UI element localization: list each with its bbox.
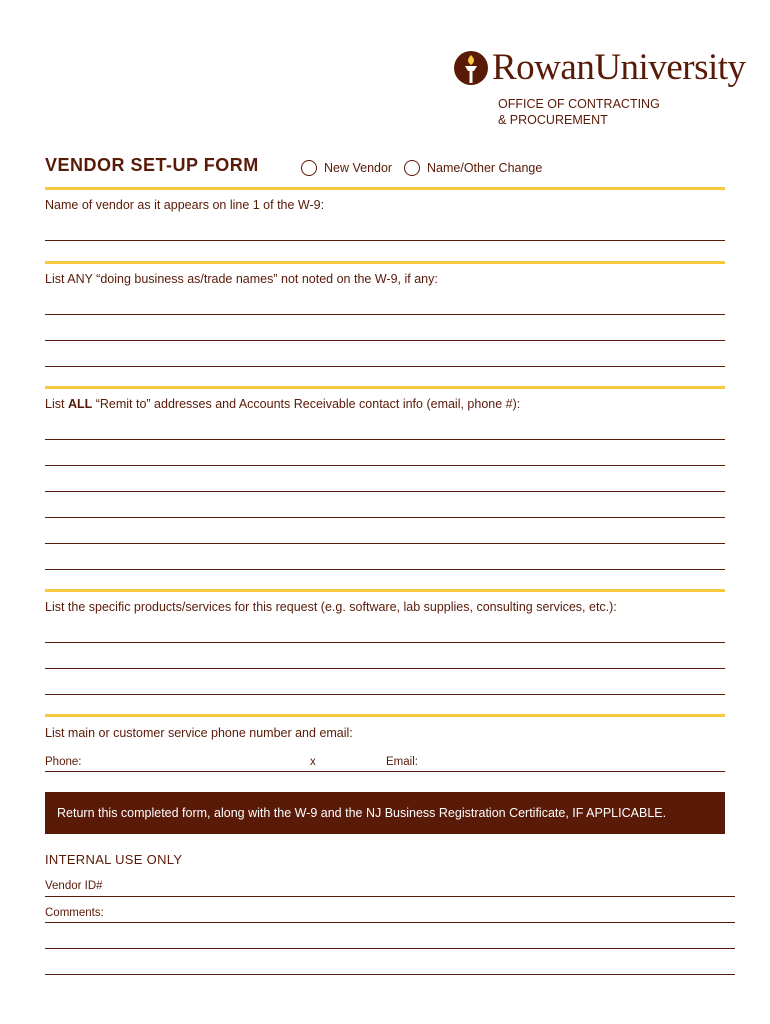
- contact-field[interactable]: [45, 771, 725, 772]
- dba-names-label: List ANY “doing business as/trade names” not noted on the W-9, if any:: [45, 272, 438, 286]
- new-vendor-label: New Vendor: [324, 161, 393, 175]
- email-label: Email:: [386, 756, 418, 768]
- remit-suffix: “Remit to” addresses and Accounts Receivable contact info (email, phone #):: [92, 397, 521, 411]
- remit-to-field[interactable]: [45, 439, 725, 440]
- rowan-logo: [454, 46, 746, 90]
- comments-label: Comments:: [45, 907, 104, 919]
- remit-to-field[interactable]: [45, 491, 725, 492]
- remit-to-label: [45, 397, 520, 411]
- dba-names-field[interactable]: [45, 340, 725, 341]
- torch-icon: [454, 49, 488, 87]
- section-divider: [45, 589, 725, 592]
- office-line-1: OFFICE OF CONTRACTING: [498, 97, 660, 111]
- products-field[interactable]: [45, 642, 725, 643]
- comments-field[interactable]: [45, 948, 735, 949]
- section-divider: [45, 261, 725, 264]
- remit-prefix: List: [45, 397, 68, 411]
- dba-names-field[interactable]: [45, 366, 725, 367]
- remit-emphasis: ALL: [67, 397, 93, 411]
- vendor-name-field[interactable]: [45, 240, 725, 241]
- products-label: List the specific products/services for this request (e.g. software, lab supplies, consulting services, etc.):: [45, 600, 617, 614]
- vendor-id-field[interactable]: [45, 896, 735, 897]
- return-instructions-banner: Return this completed form, along with the W-9 and the NJ Business Registration Certificate, IF APPLICABLE.: [45, 792, 725, 834]
- remit-to-field[interactable]: [45, 465, 725, 466]
- comments-field[interactable]: [45, 922, 735, 923]
- new-vendor-radio[interactable]: [301, 160, 317, 176]
- office-line-2: & PROCUREMENT: [498, 113, 608, 127]
- contact-label: List main or customer service phone number and email:: [45, 726, 353, 740]
- products-field[interactable]: [45, 668, 725, 669]
- vendor-name-label: Name of vendor as it appears on line 1 of the W-9:: [45, 198, 325, 212]
- section-divider: [45, 714, 725, 717]
- form-title: VENDOR SET-UP FORM: [45, 155, 259, 175]
- section-divider: [45, 386, 725, 389]
- dba-names-field[interactable]: [45, 314, 725, 315]
- logo-text: RowanUniversity: [492, 47, 746, 88]
- products-field[interactable]: [45, 694, 725, 695]
- comments-field[interactable]: [45, 974, 735, 975]
- remit-to-field[interactable]: [45, 517, 725, 518]
- name-change-label: Name/Other Change: [427, 161, 543, 175]
- name-change-radio[interactable]: [404, 160, 420, 176]
- vendor-id-label: Vendor ID#: [45, 880, 103, 892]
- phone-label: Phone:: [45, 756, 82, 768]
- office-name: [498, 96, 660, 128]
- extension-label: x: [310, 756, 316, 768]
- remit-to-field[interactable]: [45, 543, 725, 544]
- remit-to-field[interactable]: [45, 569, 725, 570]
- internal-use-title: INTERNAL USE ONLY: [45, 852, 183, 867]
- section-divider: [45, 187, 725, 190]
